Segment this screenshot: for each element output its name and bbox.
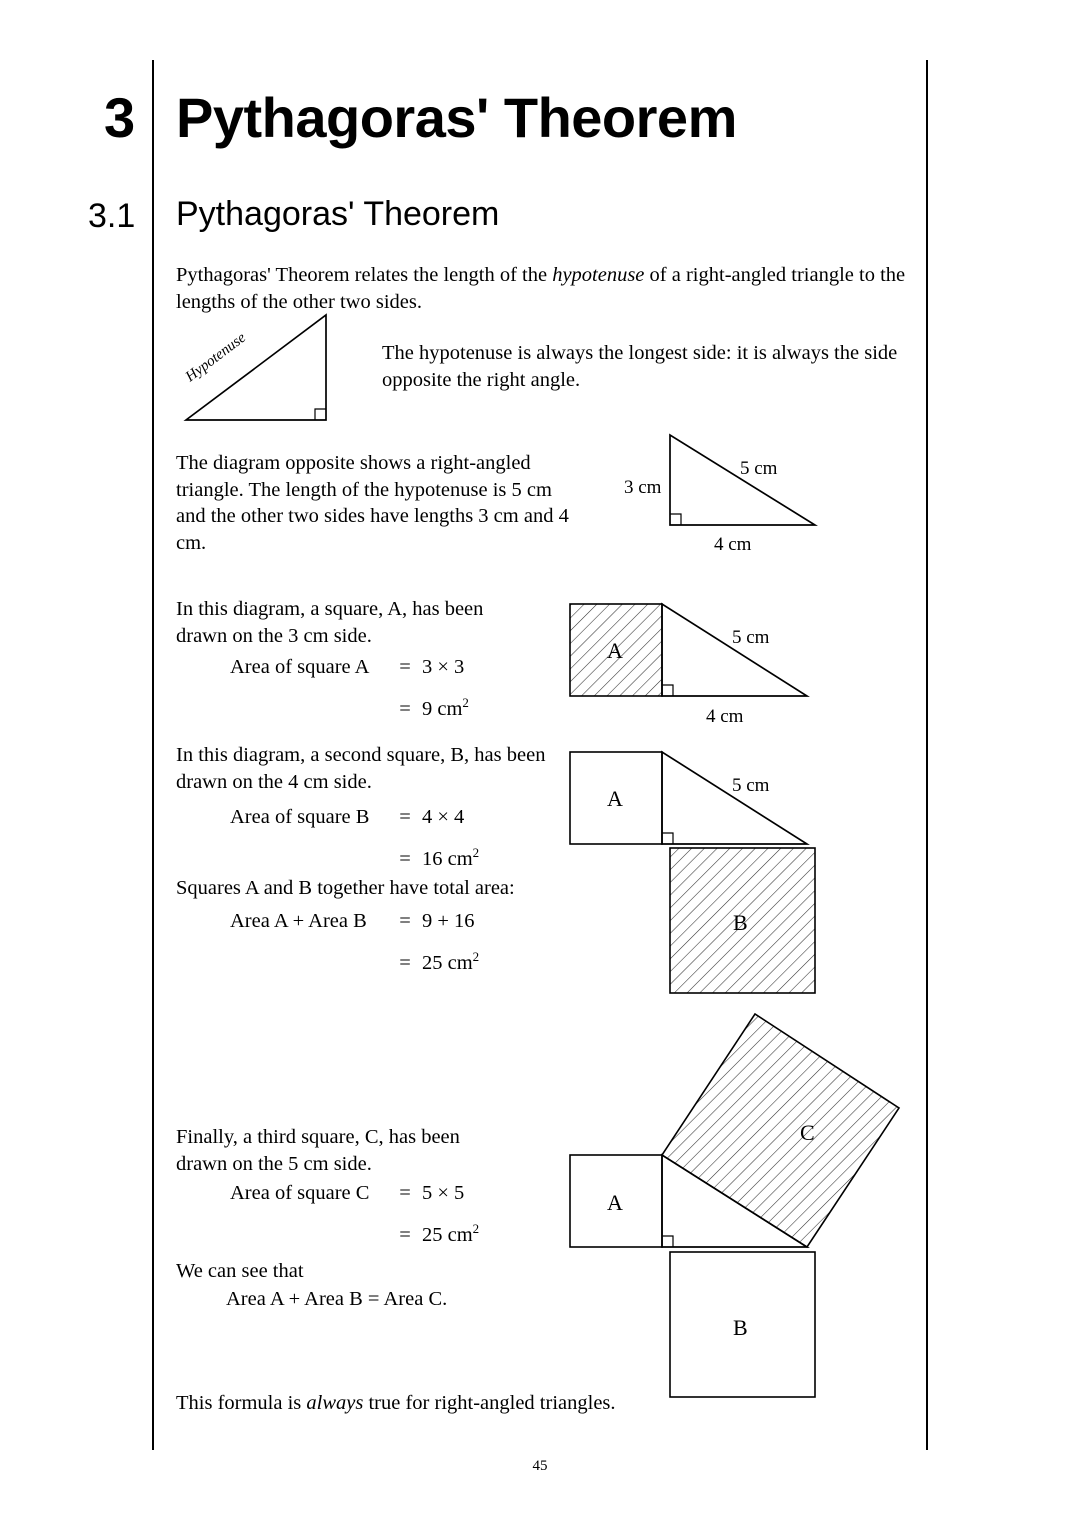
paragraph-square-c: Finally, a third square, C, has been drawn on the 5 cm side. [176, 1126, 460, 1175]
equation-area-b-rhs: 4 × 4 [422, 806, 465, 828]
equation-total-line1 [230, 908, 475, 934]
square-a-svg [545, 592, 845, 742]
intro-text-b: of a right-angled triangle to the lengths of the other two sides. [176, 264, 906, 313]
formula-text-a: This formula is [176, 1392, 307, 1414]
page-number: 45 [532, 1458, 548, 1474]
equation-area-b-line1 [230, 804, 464, 830]
equals-sign: = [399, 847, 411, 870]
formula-italic-always: always [306, 1392, 364, 1414]
equation-area-b-label: Area of square B [230, 806, 370, 828]
figure-square-a-on-triangle [545, 592, 845, 747]
paragraph-we-can-see: We can see that [176, 1260, 304, 1282]
squares-a-b-svg [545, 740, 845, 1010]
square-label-a: A [607, 1190, 623, 1215]
equation-total-label: Area A + Area B [230, 910, 367, 932]
intro-text-a: Pythagoras' Theorem relates the length of the [176, 264, 553, 286]
equals-sign: = [399, 910, 411, 932]
chapter-number: 3 [104, 86, 136, 149]
square-label-b: B [733, 910, 748, 935]
label-4cm: 4 cm [714, 534, 752, 555]
square-label-b: B [733, 1315, 748, 1340]
triangle-345-svg [610, 425, 890, 575]
paragraph-total-area: Squares A and B together have total area: [176, 877, 515, 899]
chapter-title: Pythagoras' Theorem [176, 86, 737, 149]
equation-area-a-label: Area of square A [230, 656, 370, 678]
equation-area-a-line1 [230, 654, 464, 680]
section-number: 3.1 [88, 197, 136, 235]
equation-area-c-rhs: 5 × 5 [422, 1182, 465, 1204]
left-margin-rule [152, 60, 154, 1450]
paragraph-formula-note [176, 1390, 736, 1417]
equation-total-line2 [230, 944, 479, 976]
equals-sign: = [399, 1182, 411, 1204]
hypotenuse-label: Hypotenuse [182, 329, 249, 386]
equation-total-rhs: 9 + 16 [422, 910, 475, 932]
paragraph-intro [176, 262, 926, 315]
equals-sign: = [399, 656, 411, 678]
intro-italic-hypotenuse: hypotenuse [552, 264, 645, 286]
equation-area-c-result: 25 cm [422, 1223, 473, 1246]
squares-a-b-c-svg [545, 1000, 925, 1410]
equals-sign: = [399, 951, 411, 974]
equation-conclusion: Area A + Area B = Area C. [226, 1288, 448, 1310]
equation-area-a-line2 [230, 690, 469, 722]
figure-triangle-345 [610, 425, 890, 580]
label-5cm: 5 cm [732, 775, 770, 796]
equals-sign: = [399, 806, 411, 828]
equation-total-result: 25 cm [422, 951, 473, 974]
equation-area-c-line2 [230, 1216, 479, 1248]
equation-area-b-line2 [230, 840, 479, 872]
label-5cm: 5 cm [732, 627, 770, 648]
label-4cm: 4 cm [706, 706, 744, 727]
paragraph-hypotenuse-note: The hypotenuse is always the longest side: it is always the side opposite the right angle. [382, 342, 898, 391]
figure-hypotenuse-triangle [176, 310, 356, 435]
square-label-a: A [607, 638, 623, 663]
figure-squares-a-b-c [545, 1000, 925, 1415]
formula-text-b: true for right-angled triangles. [363, 1392, 616, 1414]
label-3cm: 3 cm [624, 477, 662, 498]
equation-area-c-line1 [230, 1180, 464, 1206]
hypotenuse-triangle-svg [176, 310, 356, 430]
right-margin-rule [926, 60, 928, 1450]
exponent-2: 2 [472, 1221, 480, 1236]
paragraph-diagram-opposite: The diagram opposite shows a right-angled triangle. The length of the hypotenuse is 5 cm and the other two sides have lengths 3 cm and 4 cm. [176, 452, 569, 554]
exponent-2: 2 [472, 845, 480, 860]
equation-area-c-label: Area of square C [230, 1182, 370, 1204]
exponent-2: 2 [472, 949, 480, 964]
label-5cm: 5 cm [740, 458, 778, 479]
equation-area-a-rhs: 3 × 3 [422, 656, 465, 678]
equals-sign: = [399, 697, 411, 720]
equation-area-b-result: 16 cm [422, 847, 473, 870]
equation-area-a-result: 9 cm [422, 697, 463, 720]
section-title: Pythagoras' Theorem [176, 195, 500, 233]
paragraph-square-b: In this diagram, a second square, B, has been drawn on the 4 cm side. [176, 744, 546, 793]
paragraph-square-a: In this diagram, a square, A, has been drawn on the 3 cm side. [176, 598, 484, 647]
equals-sign: = [399, 1223, 411, 1246]
exponent-2: 2 [462, 695, 469, 710]
square-label-a: A [607, 786, 623, 811]
square-label-c: C [800, 1120, 815, 1145]
figure-squares-a-b [545, 740, 845, 1015]
